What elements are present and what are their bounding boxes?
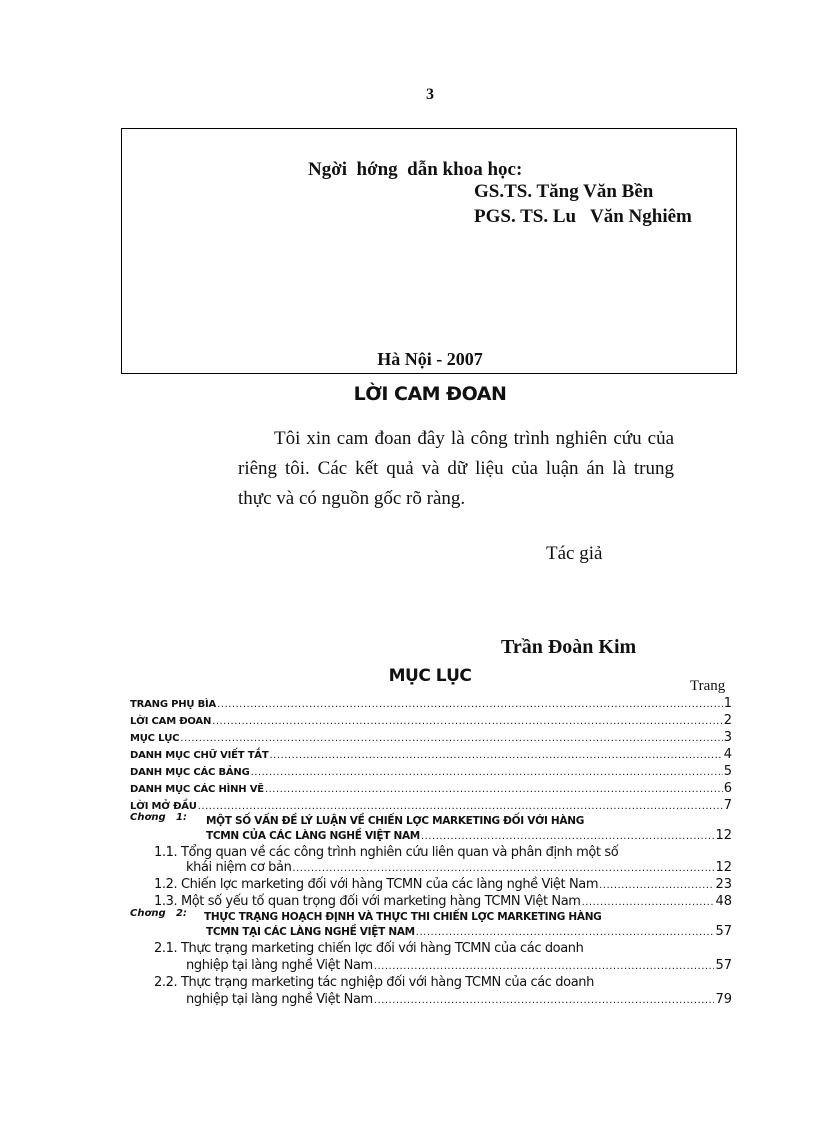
chapter-entry[interactable] [206, 924, 732, 939]
toc-entry-page: 23 [715, 877, 732, 892]
toc-entry[interactable] [130, 747, 732, 762]
toc-entry-page: 7 [723, 798, 732, 813]
leader-dots [374, 995, 715, 1006]
toc-entry-label: TRANG PHỤ BÌA [130, 699, 217, 710]
toc-entry-label: DANH MỤC CÁC BẢNG [130, 767, 250, 778]
advisor-name: GS.TS. Tăng Văn Bền [474, 181, 654, 202]
leader-dots [421, 831, 714, 842]
leader-dots [212, 716, 723, 727]
toc-entry-page: 4 [723, 747, 732, 762]
leader-dots [180, 733, 722, 744]
toc-entry[interactable] [130, 781, 732, 796]
section-entry[interactable] [154, 877, 732, 892]
leader-dots [265, 784, 723, 795]
page-number: 3 [426, 86, 434, 103]
leader-dots [292, 863, 714, 874]
section-title-line2: nghiệp tại làng nghề Việt Nam [186, 992, 373, 1007]
toc-entry-page: 3 [723, 730, 732, 745]
toc-entry[interactable] [130, 713, 732, 728]
chapter-title-line1[interactable]: MỘT SỐ VẤN ĐỀ LÝ LUẬN VỀ CHIẾN LỢC MARKETING ĐỐI VỚI HÀNG [206, 815, 585, 827]
advisor-name: PGS. TS. Lu Văn Nghiêm [474, 206, 692, 227]
section-title: 1.2. Chiến lợc marketing đối với hàng TCMN của các làng nghề Việt Nam [154, 877, 599, 892]
section-title-line2: nghiệp tại làng nghề Việt Nam [186, 958, 373, 973]
toc-entry-page: 2 [723, 713, 732, 728]
leader-dots [416, 927, 715, 938]
toc-entry-page: 79 [715, 992, 732, 1007]
toc-entry[interactable] [130, 696, 732, 711]
chapter-title-line1[interactable]: THỰC TRẠNG HOẠCH ĐỊNH VÀ THỰC THI CHIẾN LỢC MARKETING HÀNG [204, 911, 602, 923]
toc-entry-label: LỜI MỞ ĐẦU [130, 801, 197, 812]
advisor-label: Ngời hớng dẫn khoa học: [308, 159, 523, 180]
leader-dots [251, 767, 723, 778]
leader-dots [198, 801, 723, 812]
toc-entry-page: 5 [723, 764, 732, 779]
leader-dots [374, 961, 715, 972]
toc-entry-label: LỜI CAM ĐOAN [130, 716, 212, 727]
toc-entry-label: MỤC LỤC [130, 733, 180, 744]
section-title-line1[interactable]: 2.2. Thực trạng marketing tác nghiệp đối với hàng TCMN của các doanh [154, 975, 594, 990]
advisor-box [121, 128, 737, 374]
toc-entry-page: 12 [715, 828, 732, 843]
section-entry[interactable] [186, 958, 732, 973]
pledge-title: LỜI CAM ĐOAN [353, 383, 507, 405]
chapter-entry[interactable] [206, 828, 732, 843]
chapter-title-line2: TCMN CỦA CÁC LÀNG NGHỀ VIỆT NAM [206, 830, 420, 842]
author-name: Trần Đoàn Kim [501, 636, 637, 658]
leader-dots [599, 880, 714, 891]
section-title-line1[interactable]: 2.1. Thực trạng marketing chiến lợc đối với hàng TCMN của các doanh [154, 941, 584, 956]
toc-entry[interactable] [130, 798, 732, 813]
toc-entry[interactable] [130, 764, 732, 779]
section-entry[interactable] [186, 860, 732, 875]
toc-entry-page: 57 [715, 958, 732, 973]
place-date: Hà Nội - 2007 [377, 349, 483, 369]
chapter-title-line2: TCMN TẠI CÁC LÀNG NGHỀ VIỆT NAM [206, 926, 415, 938]
chapter-label: Chơng 2: [130, 908, 188, 919]
author-role: Tác giả [546, 543, 603, 564]
leader-dots [269, 750, 722, 761]
section-title: 1.3. Một số yếu tố quan trọng đối với marketing hàng TCMN Việt Nam [154, 894, 581, 909]
leader-dots [217, 699, 723, 710]
toc-entry-label: DANH MỤC CÁC HÌNH VẼ [130, 784, 264, 795]
toc-entry-page: 57 [715, 924, 732, 939]
toc-title: MỤC LỤC [388, 666, 472, 686]
toc-entry-page: 6 [723, 781, 732, 796]
pledge-body: Tôi xin cam đoan đây là công trình nghiên cứu của riêng tôi. Các kết quả và dữ liệu của luận án là trung thực và có nguồn gốc rõ ràng. [238, 428, 674, 509]
toc-entry-page: 1 [723, 696, 732, 711]
section-entry[interactable] [154, 894, 732, 909]
section-title-line1[interactable]: 1.1. Tổng quan về các công trình nghiên cứu liên quan và phân định một số [154, 845, 619, 860]
toc-entry-label: DANH MỤC CHỮ VIẾT TẮT [130, 750, 269, 761]
toc-page-header: Trang [690, 678, 726, 694]
toc-entry-page: 12 [715, 860, 732, 875]
toc-entry-page: 48 [715, 894, 732, 909]
section-entry[interactable] [186, 992, 732, 1007]
section-title-line2: khái niệm cơ bản [186, 860, 292, 875]
leader-dots [582, 897, 715, 908]
chapter-label: Chơng 1: [130, 812, 188, 823]
toc-entry[interactable] [130, 730, 732, 745]
